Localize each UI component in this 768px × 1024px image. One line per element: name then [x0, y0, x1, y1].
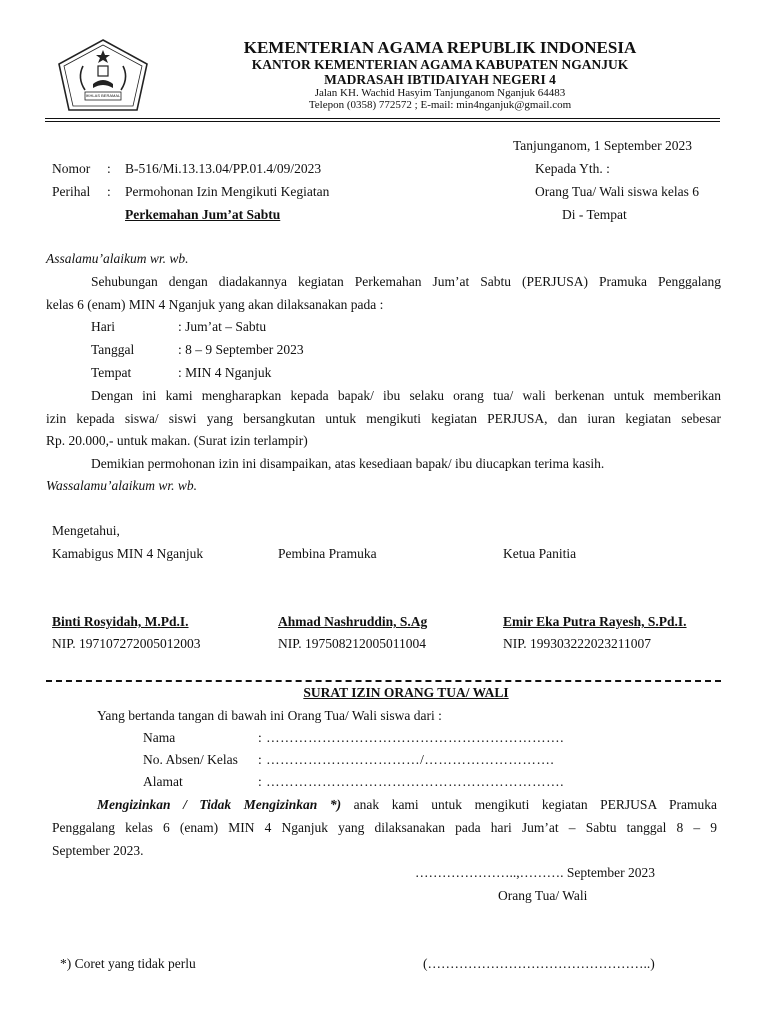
- recipient-1: Kepada Yth. :: [535, 161, 610, 176]
- paragraph-1-line-2: kelas 6 (enam) MIN 4 Nganjuk yang akan dilaksanakan pada :: [46, 297, 384, 312]
- field-alamat-label: Alamat: [143, 774, 183, 789]
- signatory-name-3: Emir Eka Putra Rayesh, S.Pd.I.: [503, 614, 687, 629]
- nomor-colon: :: [107, 161, 111, 176]
- field-alamat-value[interactable]: : ……………………………………………………….: [258, 774, 565, 789]
- consent-line-1: [97, 797, 717, 813]
- field-absen-value[interactable]: : ……………………………/……………………….: [258, 752, 555, 767]
- paragraph-2-line-3: Rp. 20.000,- untuk makan. (Surat izin terlampir): [46, 433, 308, 448]
- perihal-colon: :: [107, 184, 111, 199]
- permit-signer: Orang Tua/ Wali: [498, 888, 588, 903]
- field-nama-value[interactable]: : ……………………………………………………….: [258, 730, 565, 745]
- recipient-2: Orang Tua/ Wali siswa kelas 6: [535, 184, 700, 199]
- consent-line-2: Penggalang kelas 6 (enam) MIN 4 Nganjuk yang dilaksanakan pada hari Jum’at – Sabtu tanggal 8 – 9: [52, 820, 717, 835]
- detail-tempat-label: Tempat: [91, 365, 132, 380]
- ministry-logo-emblem: [55, 38, 151, 114]
- paragraph-2-line-1: Dengan ini kami mengharapkan kepada bapak/ ibu selaku orang tua/ wali berkenan untuk memberikan: [91, 388, 721, 403]
- header-address: Jalan KH. Wachid Hasyim Tanjunganom Nganjuk 64483: [314, 87, 566, 99]
- perihal-label: Perihal: [52, 184, 91, 199]
- paragraph-3: Demikian permohonan izin ini disampaikan, atas kesediaan bapak/ ibu diucapkan terima kasih.: [91, 456, 605, 471]
- permit-intro: Yang bertanda tangan di bawah ini Orang Tua/ Wali siswa dari :: [97, 708, 442, 723]
- paragraph-1-line-1: Sehubungan dengan diadakannya kegiatan Perkemahan Jum’at Sabtu (PERJUSA) Pramuka Penggalang: [91, 274, 721, 289]
- header-school: MADRASAH IBTIDAIYAH NEGERI 4: [324, 72, 556, 87]
- ministry-logo: [55, 38, 151, 114]
- signatory-nip-3: NIP. 199303222023211007: [503, 636, 652, 651]
- perihal-value-2: Perkemahan Jum’at Sabtu: [125, 207, 281, 222]
- signatory-role-1: Kamabigus MIN 4 Nganjuk: [52, 546, 204, 561]
- detail-tempat-value: : MIN 4 Nganjuk: [178, 365, 272, 380]
- header-rule: [45, 118, 720, 119]
- logo-motto: IKHLAS BERAMAL: [85, 93, 121, 98]
- signatory-role-2: Pembina Pramuka: [278, 546, 377, 561]
- header-office: KANTOR KEMENTERIAN AGAMA KABUPATEN NGANJUK: [251, 57, 629, 72]
- signatory-name-1: Binti Rosyidah, M.Pd.I.: [52, 614, 189, 629]
- detail-tanggal-label: Tanggal: [91, 342, 135, 357]
- consent-line-3: September 2023.: [52, 843, 144, 858]
- consent-text: anak kami untuk mengikuti kegiatan PERJUSA Pramuka: [353, 797, 718, 812]
- field-nama-label: Nama: [143, 730, 176, 745]
- perihal-value: Permohonan Izin Mengikuti Kegiatan: [125, 184, 330, 199]
- greeting: Assalamu’alaikum wr. wb.: [46, 251, 189, 266]
- recipient-3: Di - Tempat: [562, 207, 627, 222]
- signatory-nip-2: NIP. 197508212005011004: [278, 636, 427, 651]
- header-contact: Telepon (0358) 772572 ; E-mail: min4nganjuk@gmail.com: [308, 99, 572, 111]
- header-rule-thin: [45, 121, 720, 122]
- permit-date-line[interactable]: …………………..,………. September 2023: [415, 865, 655, 880]
- mengetahui: Mengetahui,: [52, 523, 120, 538]
- footnote: *) Coret yang tidak perlu: [60, 956, 196, 971]
- closing: Wassalamu’alaikum wr. wb.: [46, 478, 198, 493]
- signature-line[interactable]: (…………………………………………..): [423, 956, 655, 971]
- signatory-name-2: Ahmad Nashruddin, S.Ag: [278, 614, 428, 629]
- signatory-nip-1: NIP. 197107272005012003: [52, 636, 201, 651]
- signatory-role-3: Ketua Panitia: [503, 546, 577, 561]
- detail-tanggal-value: : 8 – 9 September 2023: [178, 342, 304, 357]
- cut-line: [46, 680, 721, 682]
- place-date: Tanjunganom, 1 September 2023: [513, 138, 693, 153]
- paragraph-2-line-2: izin kepada siswa/ siswi yang bersangkutan untuk mengikuti kegiatan PERJUSA, dan iuran kegiatan sebesar: [46, 411, 721, 426]
- nomor-label: Nomor: [52, 161, 91, 176]
- detail-hari-label: Hari: [91, 319, 115, 334]
- field-absen-label: No. Absen/ Kelas: [143, 752, 238, 767]
- permit-title: SURAT IZIN ORANG TUA/ WALI: [303, 685, 509, 700]
- detail-hari-value: : Jum’at – Sabtu: [178, 319, 267, 334]
- nomor-value: B-516/Mi.13.13.04/PP.01.4/09/2023: [125, 161, 322, 176]
- consent-choice: Mengizinkan / Tidak Mengizinkan *): [97, 797, 342, 812]
- header-ministry: KEMENTERIAN AGAMA REPUBLIK INDONESIA: [243, 38, 637, 57]
